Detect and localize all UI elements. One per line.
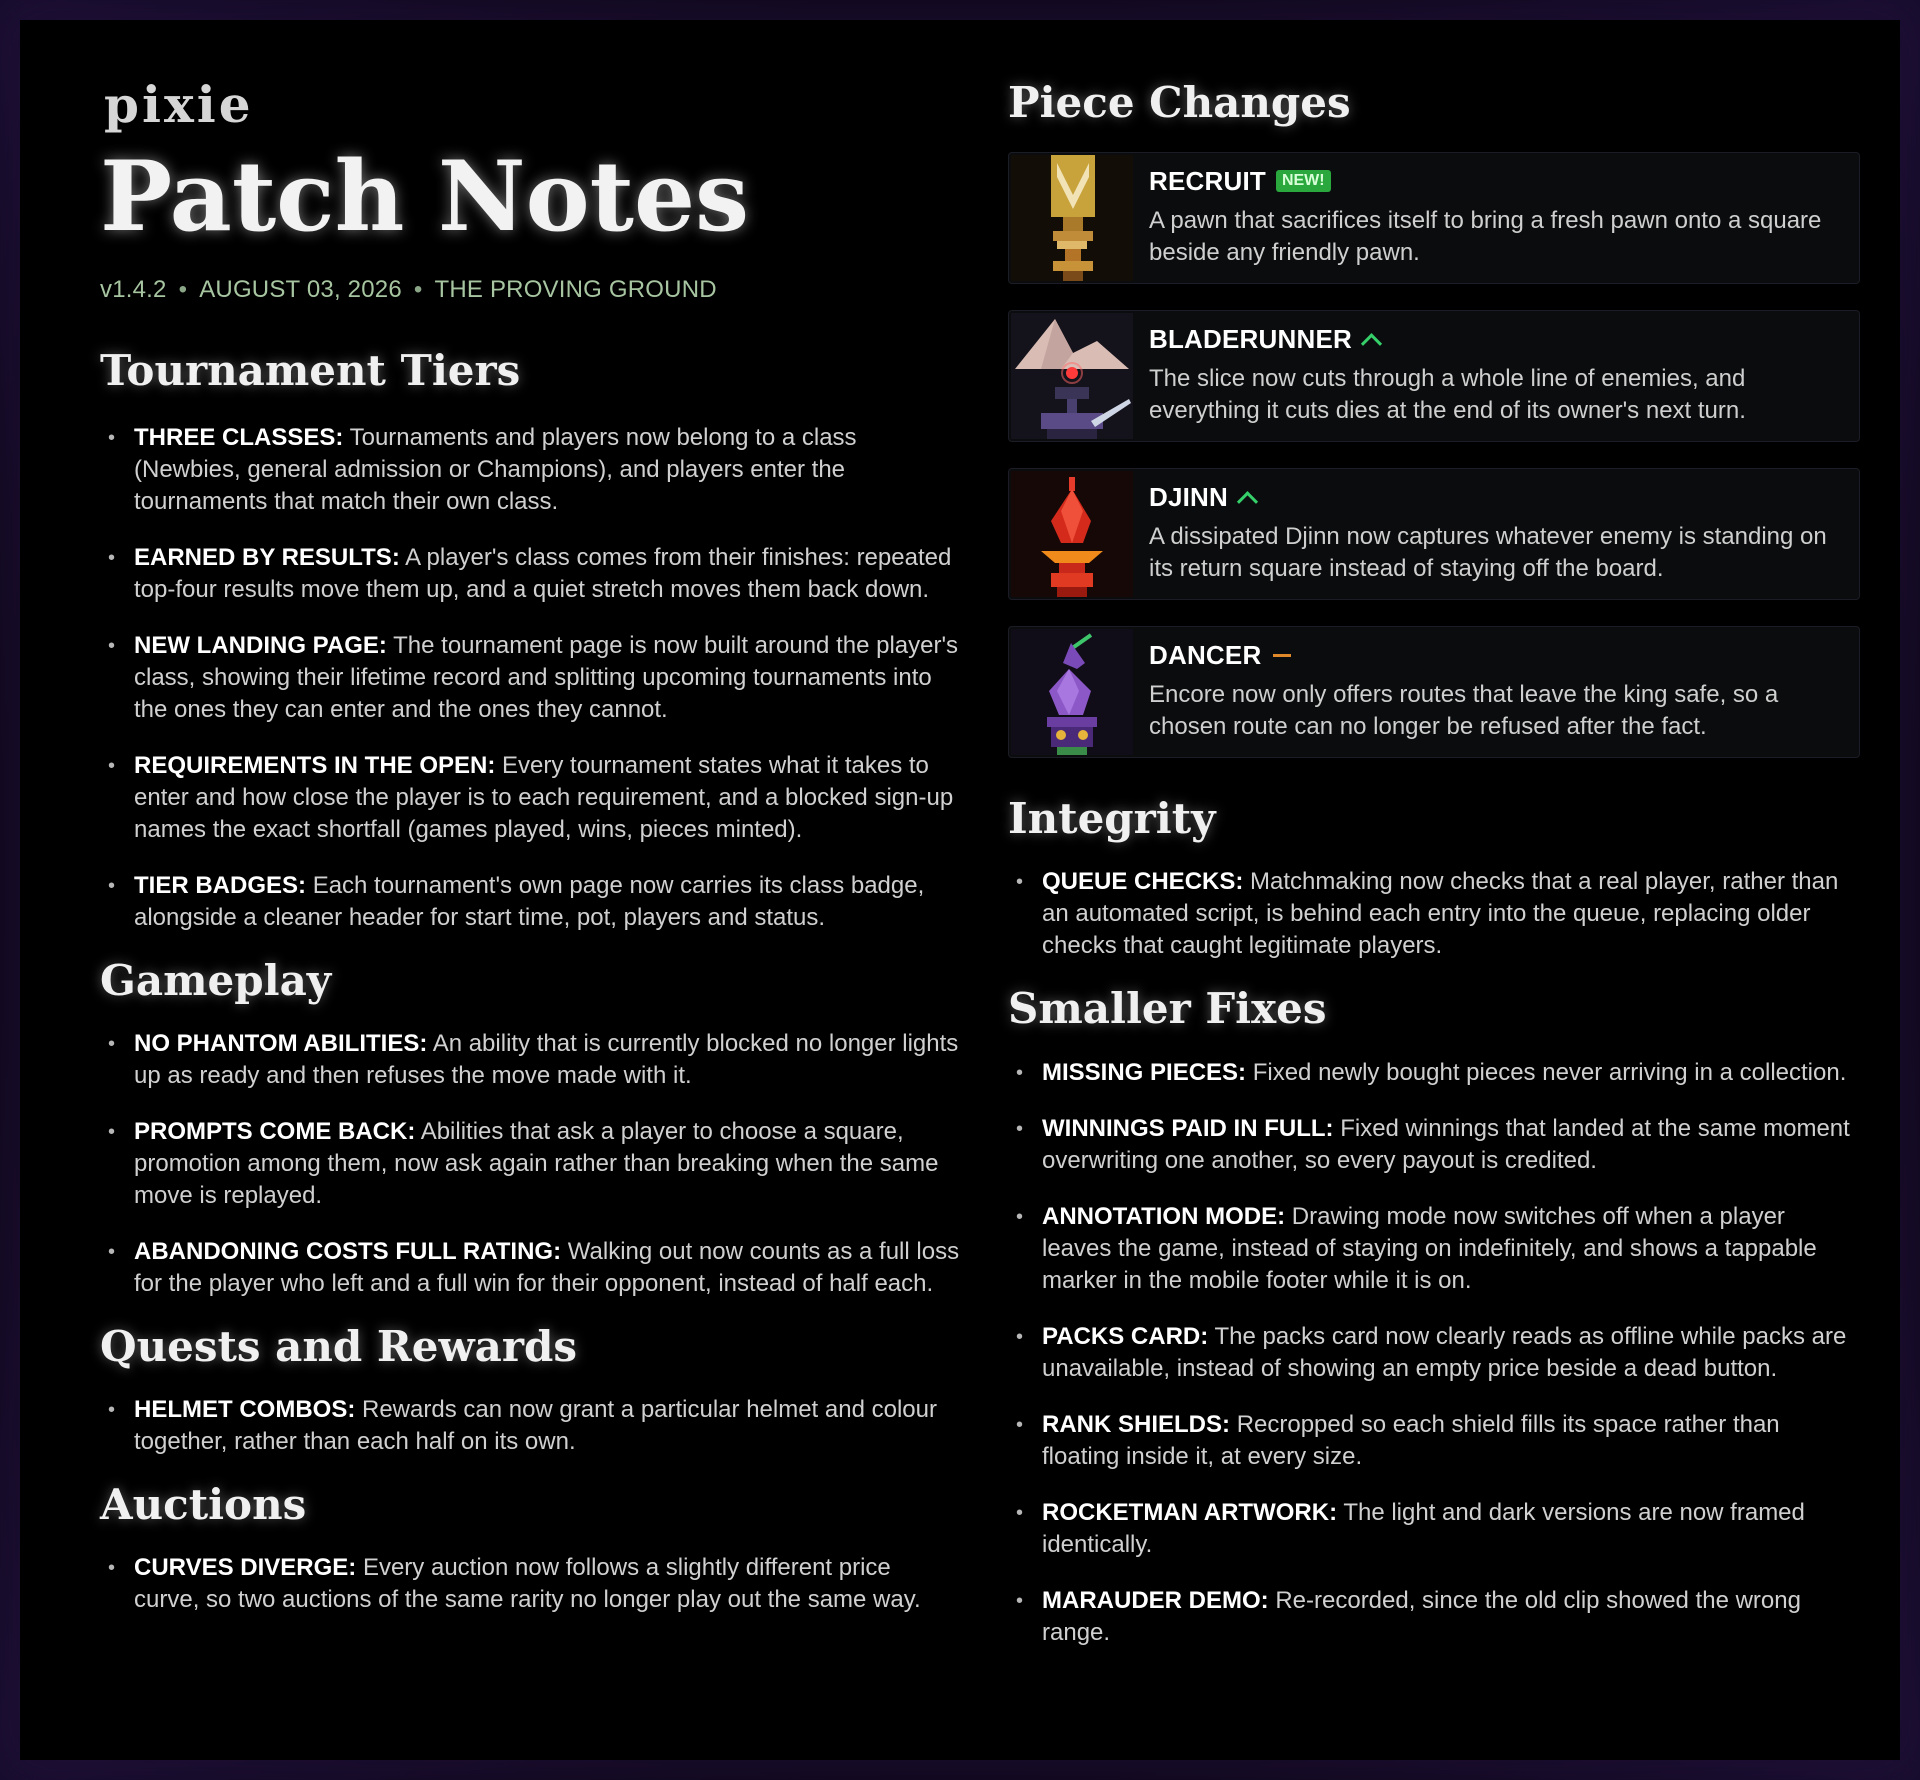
- note-lead: PROMPTS COME BACK:: [134, 1117, 416, 1145]
- section-heading-auctions: Auctions: [100, 1480, 307, 1530]
- piece-description: A dissipated Djinn now captures whatever enemy is standing on its return square instead of staying off the board.: [1149, 523, 1827, 583]
- bullet-icon: •: [108, 1120, 116, 1143]
- pixie-logo: pixie: [104, 75, 254, 134]
- note-text: An ability that is currently blocked no longer lights up as ready and then refuses the move made with it.: [134, 1029, 959, 1089]
- note-text: Matchmaking now checks that a real player, rather than an automated script, is behind each entry into the queue, replacing older checks that caught legitimate players.: [1042, 868, 1839, 960]
- piece-description: A pawn that sacrifices itself to bring a fresh pawn onto a square beside any friendly pawn.: [1149, 207, 1822, 267]
- note-text: Every tournament states what it takes to enter and how close the player is to each requirement, and a blocked sign-up names the exact shortfall (games played, wins, pieces minted).: [134, 751, 954, 843]
- bullet-icon: •: [108, 1399, 116, 1422]
- piece-card-body: [1149, 481, 1835, 585]
- page-title: Patch Notes: [100, 140, 750, 253]
- bullet-icon: •: [1016, 1117, 1024, 1140]
- bullet-icon: •: [1016, 1061, 1024, 1084]
- version-label: v1.4.2: [100, 275, 167, 303]
- piece-name-row: [1149, 323, 1835, 355]
- release-date: AUGUST 03, 2026: [199, 275, 402, 303]
- note-lead: ROCKETMAN ARTWORK:: [1042, 1498, 1338, 1526]
- right-column: [1008, 80, 1860, 1673]
- bullet-icon: •: [1016, 1501, 1024, 1524]
- note-item: [100, 1394, 960, 1458]
- recruit-art-icon: [1011, 155, 1133, 281]
- piece-card-body: [1149, 323, 1835, 427]
- note-text: Fixed newly bought pieces never arriving in a collection.: [1252, 1058, 1847, 1086]
- note-text: The light and dark versions are now framed identically.: [1042, 1498, 1805, 1558]
- note-text: Walking out now counts as a full loss for the player who left and a full win for their opponent, instead of half each.: [134, 1237, 960, 1297]
- note-item: [1008, 1409, 1860, 1473]
- bullet-icon: •: [1016, 1589, 1024, 1612]
- piece-name: BLADERUNNER: [1149, 323, 1352, 354]
- note-item: [100, 750, 960, 846]
- new-badge: NEW!: [1276, 170, 1331, 192]
- release-meta: [100, 276, 960, 304]
- note-lead: CURVES DIVERGE:: [134, 1554, 357, 1582]
- note-item: [1008, 1321, 1860, 1385]
- nerf-dash-icon: [1273, 654, 1291, 657]
- note-text: The packs card now clearly reads as offline while packs are unavailable, instead of showing an empty price beside a dead button.: [1042, 1322, 1847, 1382]
- section-heading-integrity: Integrity: [1008, 794, 1216, 844]
- note-lead: RANK SHIELDS:: [1042, 1410, 1231, 1438]
- note-item: [1008, 866, 1860, 962]
- piece-name-row: [1149, 639, 1835, 671]
- note-lead: TIER BADGES:: [134, 871, 307, 899]
- auctions-list: [100, 1552, 960, 1616]
- tournament-tiers-list: [100, 422, 960, 934]
- separator-dot: •: [413, 275, 423, 303]
- patch-notes-panel: [20, 20, 1900, 1760]
- piece-name: DJINN: [1149, 481, 1229, 512]
- note-lead: ABANDONING COSTS FULL RATING:: [134, 1237, 562, 1265]
- note-lead: NO PHANTOM ABILITIES:: [134, 1029, 428, 1057]
- note-text: A player's class comes from their finishes: repeated top-four results move them up, and a quiet stretch moves them back down.: [134, 543, 952, 603]
- bullet-icon: •: [1016, 1413, 1024, 1436]
- quests-rewards-list: [100, 1394, 960, 1458]
- bullet-icon: •: [108, 754, 116, 777]
- bullet-icon: •: [1016, 1325, 1024, 1348]
- piece-card-bladerunner: [1008, 310, 1860, 442]
- note-lead: WINNINGS PAID IN FULL:: [1042, 1114, 1334, 1142]
- bullet-icon: •: [108, 426, 116, 449]
- bullet-icon: •: [108, 634, 116, 657]
- piece-card-body: [1149, 639, 1835, 743]
- integrity-list: [1008, 866, 1860, 962]
- note-lead: QUEUE CHECKS:: [1042, 868, 1244, 896]
- note-text: Each tournament's own page now carries its class badge, alongside a cleaner header for start time, pot, players and status.: [134, 871, 925, 931]
- left-column: [100, 75, 960, 1640]
- piece-name-row: [1149, 165, 1835, 197]
- buff-up-arrow-icon: [1361, 333, 1382, 354]
- note-item: [100, 1236, 960, 1300]
- note-text: Drawing mode now switches off when a player leaves the game, instead of staying on indefinitely, and shows a tappable marker in the mobile footer while it is on.: [1042, 1202, 1817, 1294]
- note-item: [1008, 1497, 1860, 1561]
- bullet-icon: •: [108, 1557, 116, 1580]
- note-lead: NEW LANDING PAGE:: [134, 631, 387, 659]
- piece-card-dancer: [1008, 626, 1860, 758]
- note-lead: THREE CLASSES:: [134, 423, 344, 451]
- section-heading-tournament-tiers: Tournament Tiers: [100, 345, 521, 395]
- note-item: [100, 870, 960, 934]
- bullet-icon: •: [108, 546, 116, 569]
- separator-dot: •: [178, 275, 188, 303]
- note-item: [1008, 1585, 1860, 1649]
- note-item: [1008, 1201, 1860, 1297]
- section-heading-piece-changes: Piece Changes: [1008, 78, 1351, 127]
- note-item: [1008, 1057, 1860, 1089]
- piece-description: The slice now cuts through a whole line of enemies, and everything it cuts dies at the end of its owner's next turn.: [1149, 365, 1746, 425]
- note-text: Every auction now follows a slightly different price curve, so two auctions of the same rarity no longer play out the same way.: [134, 1554, 921, 1614]
- section-heading-gameplay: Gameplay: [100, 955, 332, 1005]
- note-text: Re-recorded, since the old clip showed the wrong range.: [1042, 1586, 1801, 1646]
- gameplay-list: [100, 1028, 960, 1300]
- buff-up-arrow-icon: [1237, 491, 1258, 512]
- dancer-art-icon: [1011, 629, 1133, 755]
- note-item: [100, 1116, 960, 1212]
- bullet-icon: •: [108, 1032, 116, 1055]
- release-subtitle: THE PROVING GROUND: [434, 275, 717, 303]
- note-text: Abilities that ask a player to choose a square, promotion among them, now ask again rather than breaking when the same move is replayed.: [134, 1117, 939, 1209]
- section-heading-quests-rewards: Quests and Rewards: [100, 1321, 578, 1371]
- bullet-icon: •: [1016, 871, 1024, 894]
- note-lead: ANNOTATION MODE:: [1042, 1202, 1286, 1230]
- note-lead: MARAUDER DEMO:: [1042, 1586, 1269, 1614]
- piece-card-list: [1008, 152, 1860, 758]
- note-text: The tournament page is now built around the player's class, showing their lifetime record and splitting upcoming tournaments into the ones they can enter and the ones they cannot.: [134, 631, 959, 723]
- bullet-icon: •: [108, 1240, 116, 1263]
- smaller-fixes-list: [1008, 1057, 1860, 1649]
- note-item: [1008, 1113, 1860, 1177]
- note-lead: REQUIREMENTS IN THE OPEN:: [134, 751, 496, 779]
- piece-card-djinn: [1008, 468, 1860, 600]
- note-lead: PACKS CARD:: [1042, 1322, 1209, 1350]
- note-text: Fixed winnings that landed at the same moment overwriting one another, so every payout is credited.: [1042, 1114, 1850, 1174]
- note-lead: EARNED BY RESULTS:: [134, 543, 400, 571]
- note-text: Recropped so each shield fills its space rather than floating inside it, at every size.: [1042, 1410, 1780, 1470]
- note-item: [100, 630, 960, 726]
- note-item: [100, 542, 960, 606]
- bullet-icon: •: [108, 874, 116, 897]
- bullet-icon: •: [1016, 1205, 1024, 1228]
- bladerunner-art-icon: [1011, 313, 1133, 439]
- note-item: [100, 1552, 960, 1616]
- note-text: Rewards can now grant a particular helmet and colour together, rather than each half on its own.: [134, 1396, 937, 1456]
- piece-card-recruit: [1008, 152, 1860, 284]
- piece-name-row: [1149, 481, 1835, 513]
- section-heading-smaller-fixes: Smaller Fixes: [1008, 984, 1327, 1034]
- note-lead: HELMET COMBOS:: [134, 1396, 356, 1424]
- djinn-art-icon: [1011, 471, 1133, 597]
- note-item: [100, 422, 960, 518]
- note-item: [100, 1028, 960, 1092]
- piece-card-body: [1149, 165, 1835, 269]
- piece-name: RECRUIT: [1149, 165, 1266, 196]
- note-text: Tournaments and players now belong to a class (Newbies, general admission or Champions), and players enter the tournaments that match their own class.: [134, 423, 857, 515]
- note-lead: MISSING PIECES:: [1042, 1058, 1247, 1086]
- piece-name: DANCER: [1149, 639, 1262, 670]
- piece-description: Encore now only offers routes that leave the king safe, so a chosen route can no longer be refused after the fact.: [1149, 681, 1779, 741]
